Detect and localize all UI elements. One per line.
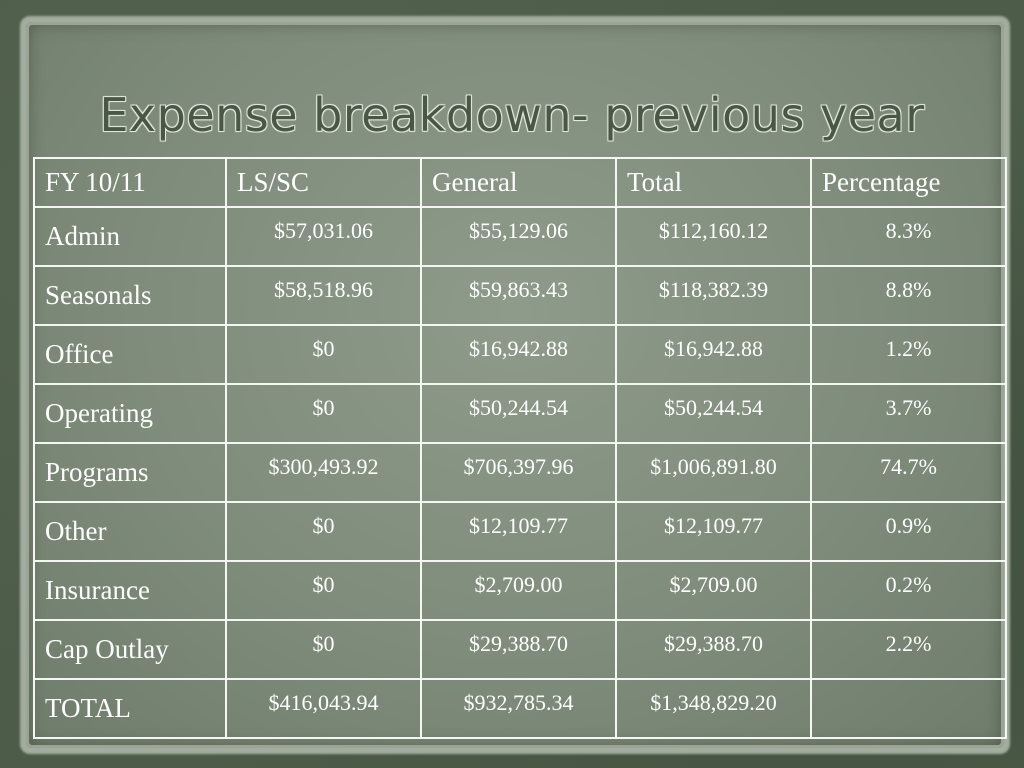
cell-total: $2,709.00 <box>616 561 811 620</box>
cell-general: $12,109.77 <box>421 502 616 561</box>
cell-percentage: 8.8% <box>811 266 1006 325</box>
table-row <box>34 384 1006 443</box>
table-row <box>34 561 1006 620</box>
header-general: General <box>421 158 616 207</box>
table-row <box>34 620 1006 679</box>
row-label: Insurance <box>34 561 226 620</box>
cell-general: $932,785.34 <box>421 679 616 738</box>
row-label: Admin <box>34 207 226 266</box>
table-header-row <box>34 158 1006 207</box>
cell-percentage: 1.2% <box>811 325 1006 384</box>
cell-general: $706,397.96 <box>421 443 616 502</box>
table-row <box>34 502 1006 561</box>
cell-total: $16,942.88 <box>616 325 811 384</box>
cell-total: $12,109.77 <box>616 502 811 561</box>
cell-general: $50,244.54 <box>421 384 616 443</box>
header-fy: FY 10/11 <box>34 158 226 207</box>
cell-ls-sc: $57,031.06 <box>226 207 421 266</box>
cell-total: $29,388.70 <box>616 620 811 679</box>
table-row <box>34 443 1006 502</box>
cell-general: $59,863.43 <box>421 266 616 325</box>
cell-percentage: 8.3% <box>811 207 1006 266</box>
row-label: Operating <box>34 384 226 443</box>
table-row <box>34 266 1006 325</box>
header-ls-sc: LS/SC <box>226 158 421 207</box>
cell-general: $29,388.70 <box>421 620 616 679</box>
cell-ls-sc: $58,518.96 <box>226 266 421 325</box>
cell-ls-sc: $416,043.94 <box>226 679 421 738</box>
table-row <box>34 325 1006 384</box>
cell-percentage: 0.2% <box>811 561 1006 620</box>
cell-ls-sc: $0 <box>226 561 421 620</box>
cell-ls-sc: $0 <box>226 325 421 384</box>
row-label: Office <box>34 325 226 384</box>
cell-general: $2,709.00 <box>421 561 616 620</box>
row-label: Other <box>34 502 226 561</box>
cell-general: $16,942.88 <box>421 325 616 384</box>
row-label: Seasonals <box>34 266 226 325</box>
slide-title: Expense breakdown- previous year <box>99 88 925 142</box>
cell-ls-sc: $0 <box>226 384 421 443</box>
cell-total: $118,382.39 <box>616 266 811 325</box>
cell-total: $1,348,829.20 <box>616 679 811 738</box>
row-label: Programs <box>34 443 226 502</box>
expense-table <box>33 157 1007 739</box>
table-total-row <box>34 679 1006 738</box>
cell-percentage <box>811 679 1006 738</box>
cell-total: $112,160.12 <box>616 207 811 266</box>
cell-percentage: 0.9% <box>811 502 1006 561</box>
table-row <box>34 207 1006 266</box>
cell-total: $50,244.54 <box>616 384 811 443</box>
cell-general: $55,129.06 <box>421 207 616 266</box>
header-total: Total <box>616 158 811 207</box>
row-label: TOTAL <box>34 679 226 738</box>
cell-total: $1,006,891.80 <box>616 443 811 502</box>
cell-percentage: 3.7% <box>811 384 1006 443</box>
cell-ls-sc: $0 <box>226 502 421 561</box>
row-label: Cap Outlay <box>34 620 226 679</box>
header-percentage: Percentage <box>811 158 1006 207</box>
cell-ls-sc: $0 <box>226 620 421 679</box>
cell-percentage: 2.2% <box>811 620 1006 679</box>
cell-ls-sc: $300,493.92 <box>226 443 421 502</box>
cell-percentage: 74.7% <box>811 443 1006 502</box>
